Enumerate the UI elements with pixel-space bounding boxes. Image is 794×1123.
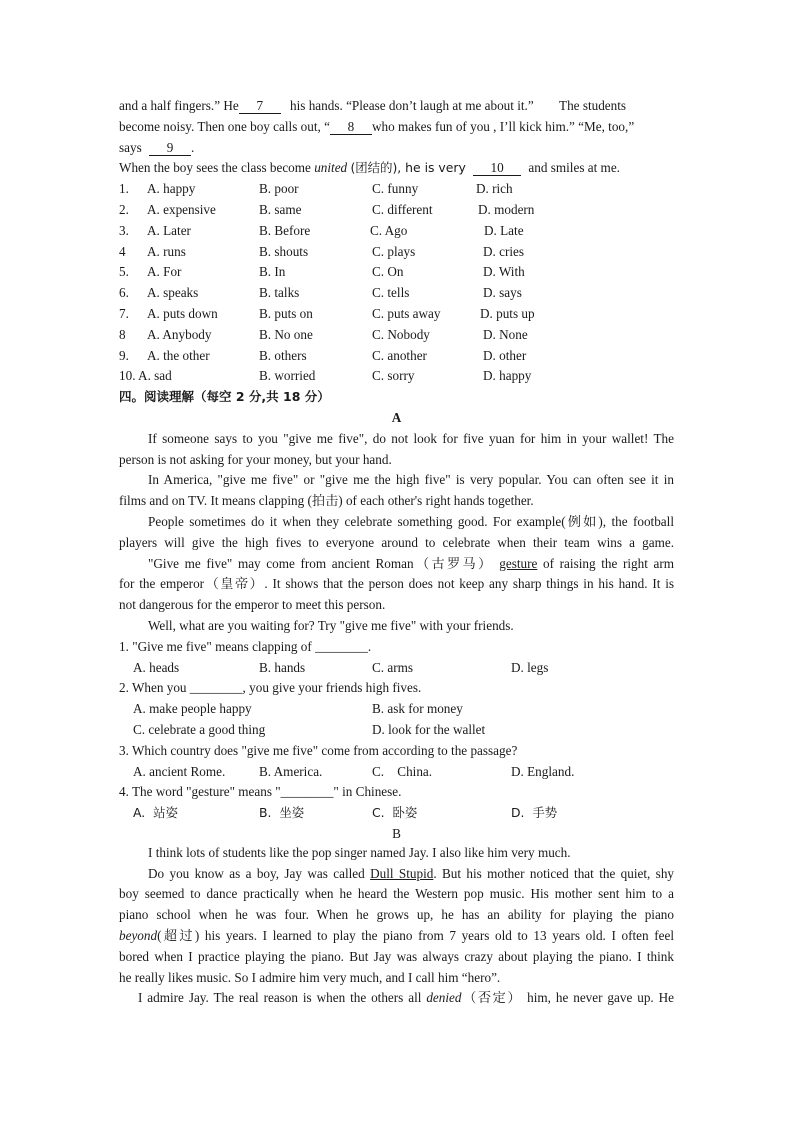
passage-a-line: Well, what are you waiting for? Try "give me five" with your friends. (148, 617, 514, 633)
option[interactable]: B. America. (259, 763, 323, 779)
cloze-blank-7: 7 (239, 99, 281, 114)
cloze-line-4: When the boy sees the class become united (团结的), he is very 10 and smiles at me. (119, 160, 620, 176)
passage-b-line: Do you know as a boy, Jay was called Dull Stupid. But his mother noticed that the quiet, shy (148, 865, 674, 881)
passage-a-line: films and on TV. It means clapping (拍击) of each other's right hands together. (119, 493, 534, 509)
passage-b-line: I think lots of students like the pop singer named Jay. I also like him very much. (148, 844, 571, 860)
option[interactable]: A. ancient Rome. (133, 763, 226, 779)
question-stem: 1. "Give me five" means clapping of ________. (119, 638, 372, 654)
passage-b-line: boy seemed to dance practically when he heard the Western pop music. His mother sent him to a (119, 886, 674, 902)
option[interactable]: C. arms (372, 659, 414, 675)
option[interactable]: B. hands (259, 659, 306, 675)
question-options (119, 762, 674, 783)
cloze-blank-8: 8 (330, 120, 372, 135)
question-options (119, 803, 674, 824)
passage-b-line: piano school when he was four. When he grows up, he has an ability for playing the piano (119, 907, 674, 923)
cloze-line-2: become noisy. Then one boy calls out, “ 8 who makes fun of you , I’ll kick him.” “Me, too,” (119, 118, 635, 134)
cloze-line-3: says 9 . (119, 139, 195, 155)
passage-b-line: bored when I practice playing the piano. But Jay was always crazy about playing the piano. I think (119, 948, 674, 964)
section-heading: 四。阅读理解（每空 2 分,共 18 分） (119, 389, 330, 405)
question-stem: 2. When you ________, you give your friends high fives. (119, 680, 422, 696)
passage-b-line: I admire Jay. The real reason is when the others all denied（否定） him, he never gave up. He (138, 990, 674, 1006)
passage-b-label: B (392, 825, 401, 841)
cloze-options (119, 179, 674, 387)
worksheet-page (119, 96, 674, 1009)
option[interactable]: D. legs (511, 659, 549, 675)
passage-a-line: person is not asking for your money, but your hand. (119, 451, 392, 467)
option-row: 1. A. happy B. poor C. funny D. rich (119, 181, 513, 197)
passage-b-line: beyond(超过) his years. I learned to play the piano from 7 years old to 13 years old. I often feel (119, 928, 674, 944)
option-row: 6. A. speaks B. talks C. tells D. says (119, 285, 522, 301)
option[interactable]: D. look for the wallet (372, 721, 486, 737)
option-row: 8 A. Anybody B. No one C. Nobody D. None (119, 326, 528, 342)
underlined-word-gesture: gesture (499, 555, 538, 571)
question-options (119, 720, 674, 741)
passage-a-line: If someone says to you "give me five", do not look for five yuan for him in your wallet! The (148, 430, 674, 446)
option[interactable]: A. heads (133, 659, 180, 675)
passage-a-label: A (391, 409, 402, 425)
option[interactable]: B. ask for money (372, 701, 463, 717)
passage-a-line: for the emperor（皇帝）. It shows that the person does not keep any sharp things in his hand. It is (119, 576, 674, 592)
question-options (119, 699, 674, 720)
option-row: 5. A. For B. In C. On D. With (119, 264, 525, 280)
option[interactable]: D. England. (511, 763, 575, 779)
passage-b-line: he really likes music. So I admire him very much, and I call him “hero”. (119, 969, 501, 985)
passage-a-line: People sometimes do it when they celebrate something good. For example(例如), the football (148, 513, 674, 529)
underlined-phrase-dull-stupid: Dull Stupid (370, 865, 434, 881)
option[interactable]: A. 站姿 (133, 805, 178, 821)
option[interactable]: C. celebrate a good thing (133, 721, 266, 737)
question-stem: 4. The word "gesture" means "________" in Chinese. (119, 784, 402, 800)
option-row: 4 A. runs B. shouts C. plays D. cries (119, 243, 525, 259)
option[interactable]: A. make people happy (133, 701, 252, 717)
passage-a-line: "Give me five" may come from ancient Roman（古罗马） gesture of raising the right arm (148, 555, 674, 571)
option[interactable]: C. China. (372, 763, 433, 779)
cloze-blank-10: 10 (473, 161, 521, 176)
passage-a-line: In America, "give me five" or "give me the high five" is very popular. You can often see it in (148, 472, 674, 488)
question-options (119, 658, 674, 679)
cloze-blank-9: 9 (149, 141, 191, 156)
option-row: 9. A. the other B. others C. another D. other (119, 347, 527, 363)
question-stem: 3. Which country does "give me five" come from according to the passage? (119, 742, 518, 758)
option[interactable]: C. 卧姿 (372, 805, 418, 821)
option-row: 2. A. expensive B. same C. different D. modern (119, 201, 535, 217)
passage-a-line: not dangerous for the emperor to meet this person. (119, 597, 386, 613)
option-row: 10. A. sad B. worried C. sorry D. happy (119, 368, 532, 384)
option[interactable]: B. 坐姿 (259, 805, 305, 821)
option[interactable]: D. 手势 (511, 805, 558, 821)
option-row: 7. A. puts down B. puts on C. puts away D. puts up (119, 305, 535, 321)
option-row: 3. A. Later B. Before C. Ago D. Late (119, 222, 524, 238)
passage-a-line: players will give the high fives to everyone around to celebrate when their team wins a game. (119, 534, 674, 550)
cloze-line-1: and a half fingers.” He 7 his hands. “Please don’t laugh at me about it.” The students (119, 98, 627, 113)
